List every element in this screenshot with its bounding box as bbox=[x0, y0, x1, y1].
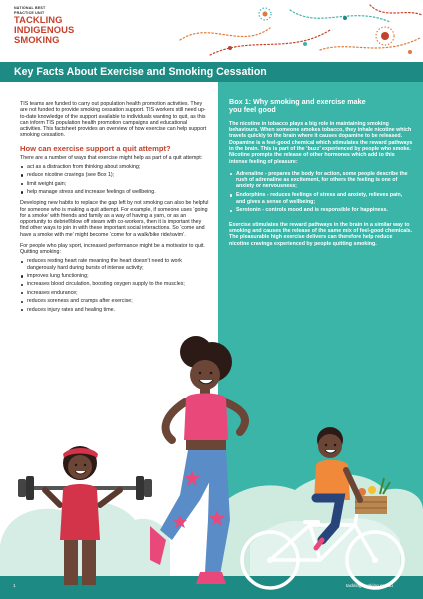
list-item: reduces injury rates and healing time. bbox=[20, 307, 210, 313]
dot-art-decoration bbox=[170, 0, 423, 62]
list-item: reduce nicotine cravings (see Box 1); bbox=[20, 172, 210, 178]
habits-paragraph: Developing new habits to replace the gap left by not smoking can also be helpful for someone who is making a quit attempt. For example, if someone uses ‘going for a smoke’ with friends and family as a way of having a yarn, or as an opportunity to debrief/blow off steam with co-workers, then it is important they find other ways to join in with these important social interactions. So ‘come and have a smoke with me’ might become ‘come for a walk/bike ride/swim’. bbox=[20, 200, 209, 238]
main-text-column bbox=[20, 101, 210, 318]
list-item: reduces soreness and cramps after exercise; bbox=[20, 298, 210, 304]
exercise-illustration bbox=[0, 300, 423, 599]
title-band bbox=[0, 62, 423, 82]
box-paragraph: Exercise stimulates the reward pathways in the brain in a similar way to smoking and causes the release of the same mix of feel-good chemicals. The pleasurable high exercise delivers can therefore help reduce nicotine cravings experienced by people quitting smoking. bbox=[229, 221, 413, 247]
list-item: increases endurance; bbox=[20, 290, 210, 296]
page-title: Key Facts About Exercise and Smoking Cessation bbox=[14, 65, 267, 78]
logo-big-line: SMOKING bbox=[14, 33, 60, 45]
intro-paragraph: TIS teams are funded to carry out population health promotion activities. They are not funded to provide smoking cessation support. TIS workers still need up-to-date knowledge of the support available to individuals wanting to quit, as this can inform TIS population health promotion campaigns and educational activities. This factsheet provides an overview of how exercise can help support smoking cessation. bbox=[20, 101, 207, 139]
box-heading: Box 1: Why smoking and exercise make you feel good bbox=[229, 97, 366, 115]
sport-paragraph: For people who play sport, increased performance might be a motivator to quit. Quitting smoking: bbox=[20, 242, 205, 256]
list-item: act as a distraction from thinking about smoking; bbox=[20, 164, 210, 170]
list-item: help manage stress and increase feelings of wellbeing. bbox=[20, 189, 210, 195]
page-number: 1 bbox=[13, 583, 16, 588]
list-item: reduces resting heart rate meaning the heart doesn’t need to work dangerously hard during bursts of intense activity; bbox=[20, 258, 210, 271]
website-url[interactable]: tacklingsmoking.org.au bbox=[346, 583, 393, 588]
hormones-list bbox=[229, 171, 413, 214]
ways-intro: There are a number of ways that exercise might help as part of a quit attempt: bbox=[20, 154, 203, 161]
tis-logo bbox=[14, 6, 124, 45]
list-item: increases blood circulation, boosting oxygen supply to the muscles; bbox=[20, 281, 210, 287]
logo-small-line: PRACTICE UNIT bbox=[14, 10, 45, 15]
logo-big-line: INDIGENOUS bbox=[14, 23, 75, 35]
list-item: Endorphins - reduces feelings of stress and anxiety, relieves pain, and gives a sense of wellbeing; bbox=[229, 192, 413, 205]
list-item: Adrenaline - prepares the body for action, some people describe the rush of adrenaline as excitement, for others the feeling is one of anxiety or nervousness; bbox=[229, 171, 413, 190]
logo-big-line: TACKLING bbox=[14, 14, 63, 26]
list-item: Serotonin - controls mood and is responsible for happiness. bbox=[229, 207, 413, 213]
box-paragraph: The nicotine in tobacco plays a big role in maintaining smoking behaviours. When someone smokes tobacco, they inhale nicotine which travels quickly to the brain where it causes dopamine to be released. Dopamine is a feel-good chemical which stimulates the reward pathways in the brain. This is part of the ‘buzz’ experienced by people who smoke. Nicotine prompts the release of other hormones which add to this intense feeling of pleasure: bbox=[229, 120, 413, 165]
list-item: limit weight gain; bbox=[20, 181, 210, 187]
ways-list bbox=[20, 164, 210, 196]
section-heading: How can exercise support a quit attempt? bbox=[20, 143, 171, 153]
logo-small-line: NATIONAL BEST bbox=[14, 6, 46, 10]
box-1 bbox=[229, 98, 413, 253]
list-item: improves lung functioning; bbox=[20, 273, 210, 279]
